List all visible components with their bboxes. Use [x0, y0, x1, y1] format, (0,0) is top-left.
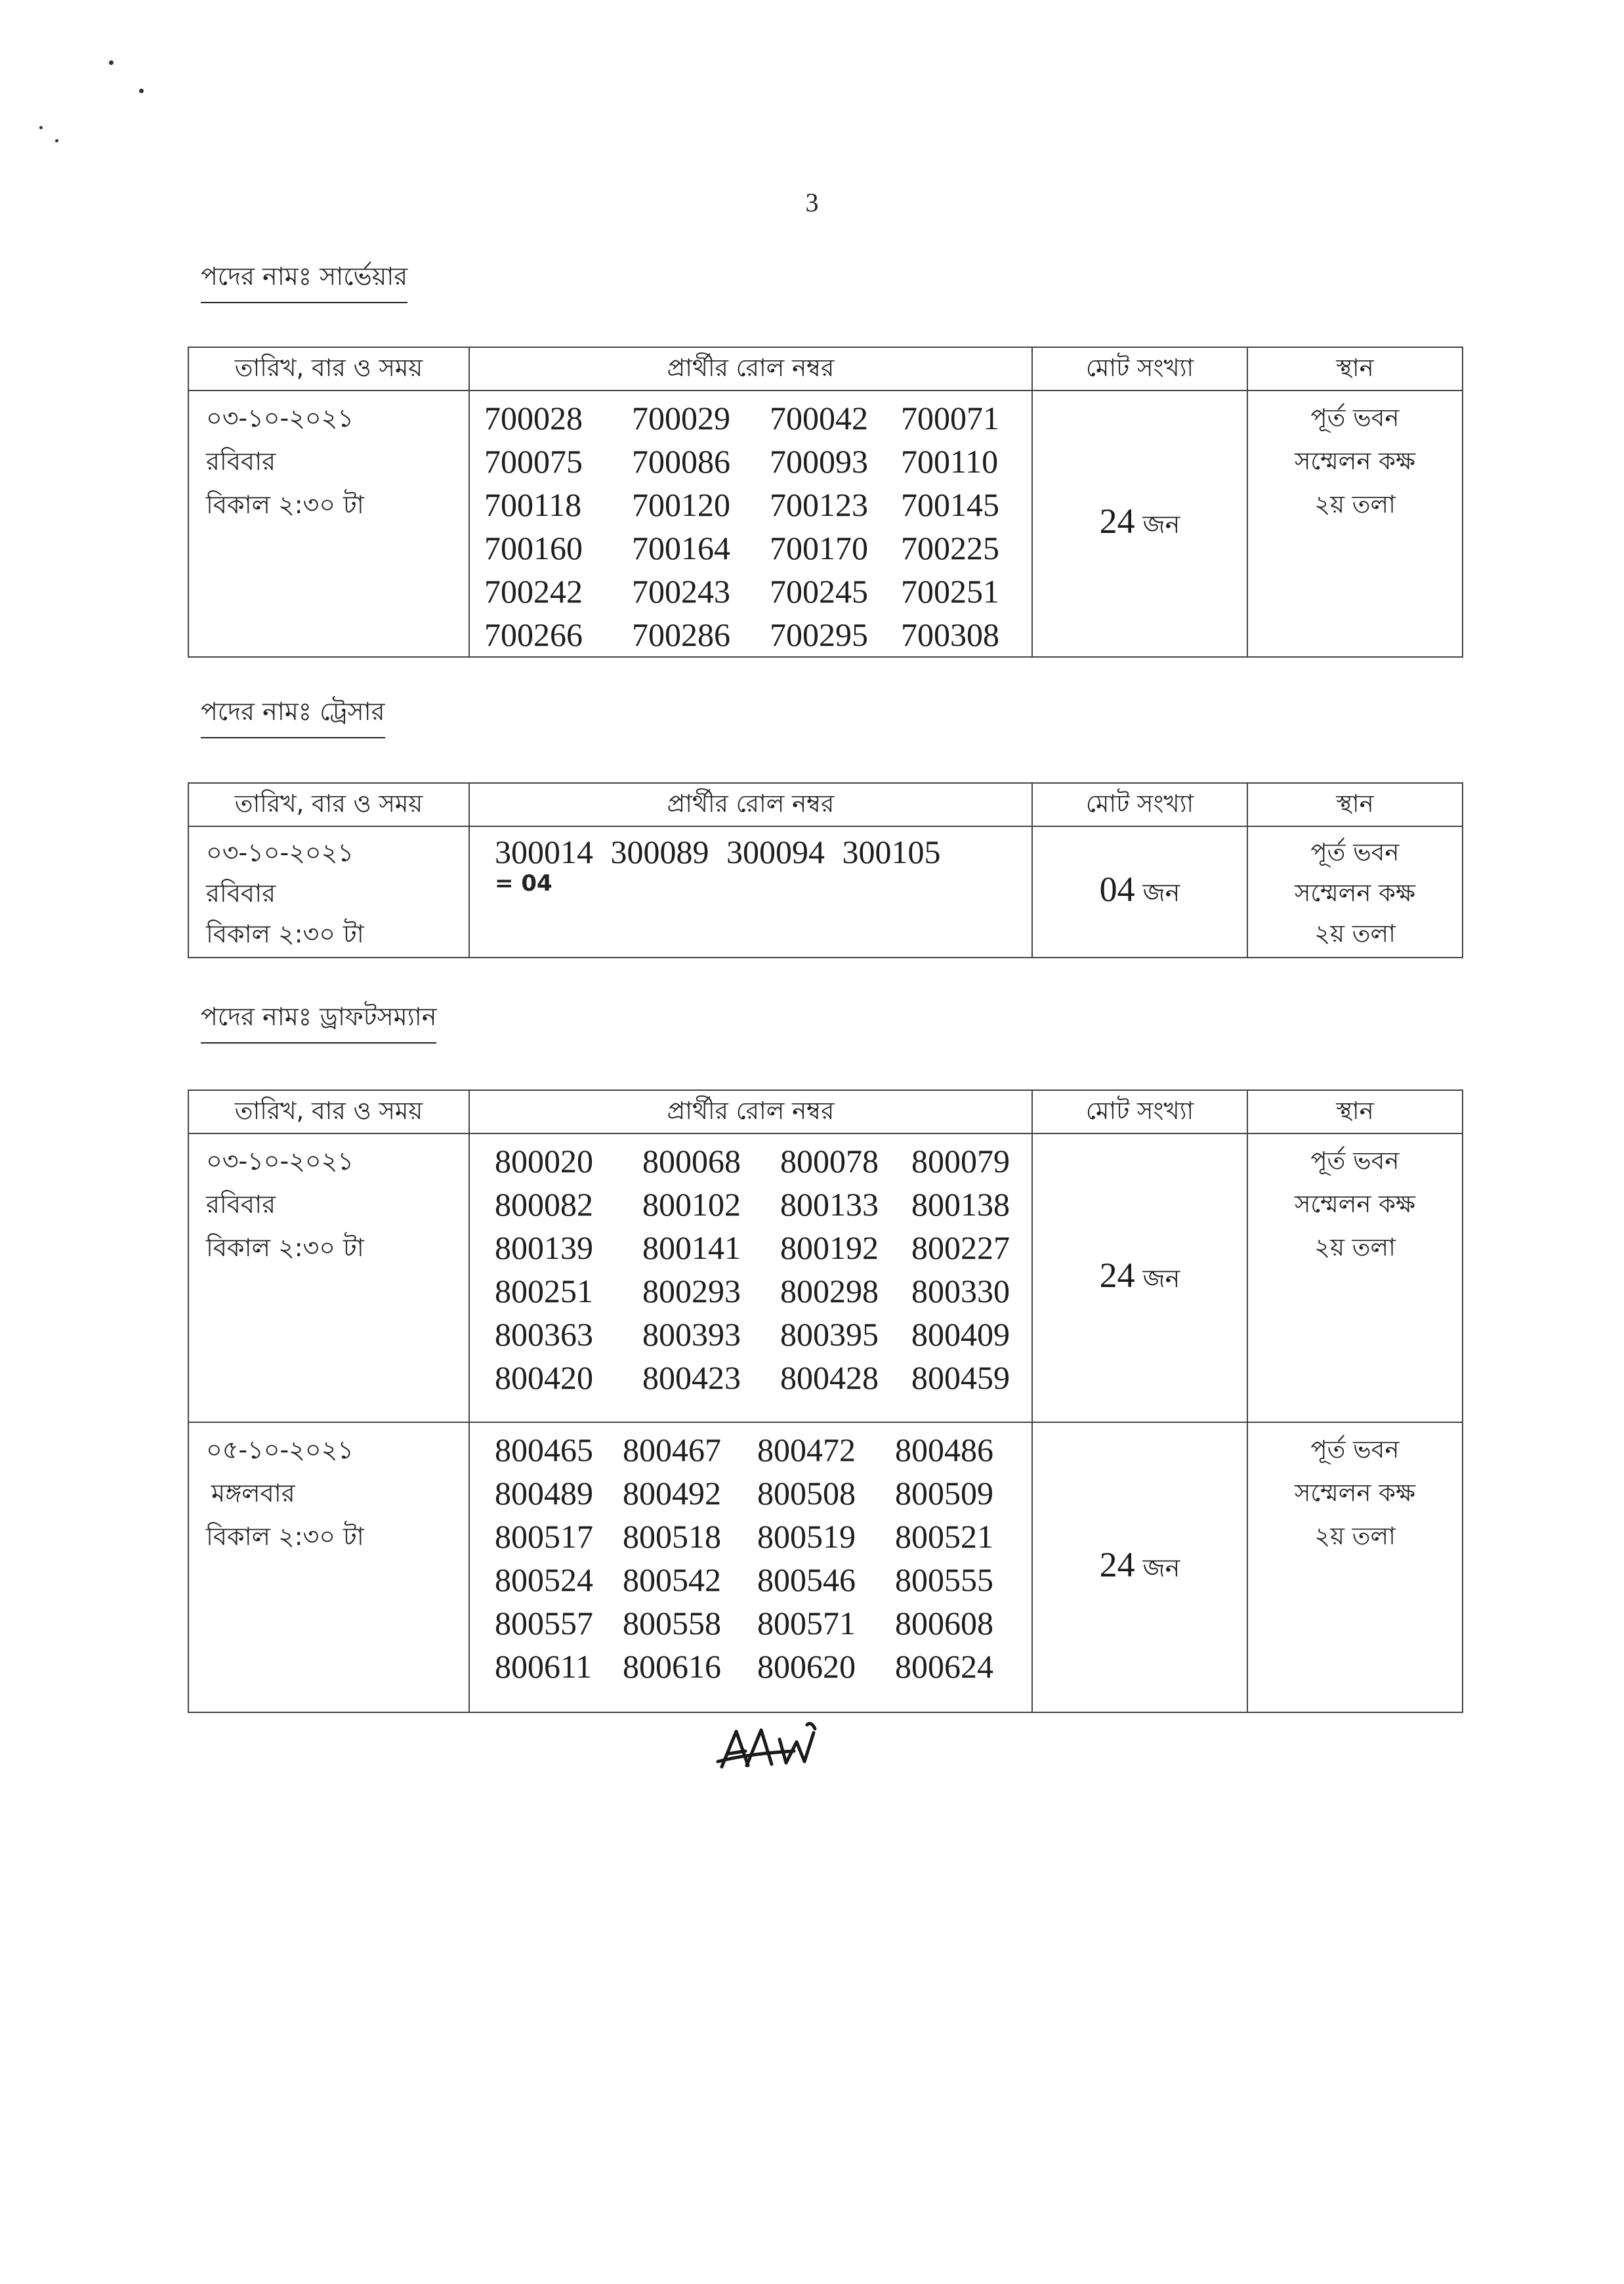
roll-number: 800542	[623, 1561, 721, 1598]
venue-building: পূর্ত ভবন	[1310, 404, 1400, 432]
venue-building: পূর্ত ভবন	[1310, 1435, 1400, 1464]
date-day-time-cell	[188, 826, 469, 958]
roll-number: 800139	[495, 1229, 593, 1266]
date-day-time-cell	[188, 1133, 469, 1422]
roll-count-note: = 04	[495, 870, 552, 897]
roll-numbers-cell	[469, 1133, 1032, 1422]
header-roll-numbers: প্রার্থীর রোল নম্বর	[469, 783, 1032, 826]
roll-number: 800557	[495, 1605, 593, 1641]
roll-number: 800102	[642, 1186, 741, 1223]
header-total-count: মোট সংখ্যা	[1032, 347, 1247, 391]
roll-number: 800141	[642, 1229, 741, 1266]
roll-number: 800420	[495, 1359, 593, 1396]
exam-time: বিকাল ২:৩০ টা	[206, 490, 364, 519]
header-venue: স্থান	[1247, 783, 1463, 826]
roll-numbers-cell	[469, 391, 1032, 657]
roll-number: 800472	[757, 1431, 856, 1468]
total-count-value: 24	[1099, 1255, 1135, 1295]
roll-number: 700123	[770, 486, 868, 523]
schedule-table-tracer	[188, 782, 1463, 958]
table-row	[188, 391, 1463, 657]
roll-number: 800020	[495, 1143, 593, 1179]
venue-room: সম্মেলন কক্ষ	[1294, 447, 1416, 475]
venue-cell	[1247, 826, 1463, 958]
venue-floor: ২য় তলা	[1314, 920, 1396, 948]
roll-number-line: 300014 300089 300094 300105	[495, 834, 941, 870]
roll-number: 800524	[495, 1561, 593, 1598]
roll-number: 800298	[780, 1273, 879, 1309]
roll-number: 800518	[623, 1518, 721, 1555]
roll-number: 800078	[780, 1143, 879, 1179]
roll-number: 800620	[757, 1648, 856, 1685]
total-count-value: 24	[1099, 501, 1135, 541]
roll-number: 700243	[632, 573, 730, 610]
roll-number: 800330	[911, 1273, 1010, 1309]
roll-number: 700071	[901, 400, 999, 436]
roll-number: 700120	[632, 486, 730, 523]
roll-number: 800519	[757, 1518, 856, 1555]
table-row	[188, 826, 1463, 958]
header-total-count: মোট সংখ্যা	[1032, 1090, 1247, 1133]
roll-number: 800409	[911, 1316, 1010, 1353]
roll-number: 800624	[895, 1648, 993, 1685]
exam-day: রবিবার	[206, 1190, 276, 1219]
roll-number: 800293	[642, 1273, 741, 1309]
section-title-draftsman: পদের নামঃ ড্রাফটসম্যান	[201, 998, 436, 1044]
exam-time: বিকাল ২:৩০ টা	[206, 1233, 364, 1262]
roll-number: 800521	[895, 1518, 993, 1555]
exam-day: মঙ্গলবার	[211, 1479, 295, 1508]
roll-number: 700118	[484, 486, 582, 523]
roll-number: 700145	[901, 486, 999, 523]
header-date-day-time: তারিখ, বার ও সময়	[188, 347, 469, 391]
header-roll-numbers: প্রার্থীর রোল নম্বর	[469, 1090, 1032, 1133]
total-count-cell	[1032, 1133, 1247, 1422]
roll-number: 700028	[484, 400, 583, 436]
total-count-unit: জন	[1142, 878, 1180, 907]
total-count-cell	[1032, 826, 1247, 958]
roll-number: 800395	[780, 1316, 879, 1353]
venue-cell	[1247, 1133, 1463, 1422]
roll-number: 700086	[632, 443, 730, 480]
roll-number: 800508	[757, 1475, 856, 1512]
roll-number: 700251	[901, 573, 999, 610]
roll-number: 800393	[642, 1316, 741, 1353]
header-date-day-time: তারিখ, বার ও সময়	[188, 1090, 469, 1133]
total-count-unit: জন	[1142, 1263, 1180, 1293]
schedule-table-surveyor	[188, 347, 1463, 658]
roll-number: 800428	[780, 1359, 879, 1396]
date-day-time-cell	[188, 1422, 469, 1712]
roll-number: 800423	[642, 1359, 741, 1396]
roll-number: 700164	[632, 530, 730, 566]
roll-number: 700242	[484, 573, 583, 610]
roll-number: 800459	[911, 1359, 1010, 1396]
roll-number: 700225	[901, 530, 999, 566]
date-day-time-cell	[188, 391, 469, 657]
roll-numbers-cell	[469, 1422, 1032, 1712]
total-count-unit: জন	[1142, 1553, 1180, 1582]
header-venue: স্থান	[1247, 347, 1463, 391]
exam-time: বিকাল ২:৩০ টা	[206, 920, 364, 948]
exam-date: ০৩-১০-২০২১	[206, 1147, 354, 1175]
scan-speck	[139, 89, 144, 93]
exam-date: ০৩-১০-২০২১	[206, 838, 354, 867]
total-count-value: 04	[1099, 869, 1135, 909]
roll-number: 700170	[770, 530, 868, 566]
venue-floor: ২য় তলা	[1314, 1522, 1396, 1550]
venue-building: পূর্ত ভবন	[1310, 838, 1400, 866]
roll-number: 700110	[901, 443, 999, 480]
section-title-surveyor: পদের নামঃ সার্ভেয়ার	[201, 257, 407, 303]
roll-number: 800571	[757, 1605, 856, 1641]
roll-number: 800467	[623, 1431, 721, 1468]
roll-number: 800227	[911, 1229, 1010, 1266]
venue-cell	[1247, 391, 1463, 657]
venue-room: সম্মেলন কক্ষ	[1294, 1479, 1416, 1507]
roll-number-grid	[470, 1423, 1031, 1688]
roll-numbers-cell	[469, 826, 1032, 958]
roll-number: 800611	[495, 1648, 593, 1685]
venue-floor: ২য় তলা	[1314, 490, 1396, 518]
roll-number: 800509	[895, 1475, 993, 1512]
header-venue: স্থান	[1247, 1090, 1463, 1133]
scan-speck	[109, 60, 114, 65]
roll-number: 700245	[770, 573, 868, 610]
roll-number: 800133	[780, 1186, 879, 1223]
exam-day: রবিবার	[206, 447, 276, 476]
roll-number: 800489	[495, 1475, 593, 1512]
roll-number: 800068	[642, 1143, 741, 1179]
roll-number: 700286	[632, 616, 730, 653]
roll-number: 800546	[757, 1561, 856, 1598]
scan-speck	[55, 139, 58, 142]
venue-floor: ২য় তলা	[1314, 1233, 1396, 1261]
roll-number: 700042	[770, 400, 868, 436]
total-count-cell	[1032, 1422, 1247, 1712]
total-count-value: 24	[1099, 1544, 1135, 1584]
total-count-unit: জন	[1142, 509, 1180, 539]
roll-number: 700266	[484, 616, 583, 653]
header-date-day-time: তারিখ, বার ও সময়	[188, 783, 469, 826]
page-number: 3	[805, 188, 819, 217]
roll-number: 800082	[495, 1186, 593, 1223]
header-total-count: মোট সংখ্যা	[1032, 783, 1247, 826]
roll-number: 800486	[895, 1431, 993, 1468]
table-row	[188, 1422, 1463, 1712]
roll-number: 700075	[484, 443, 583, 480]
table-header-row	[188, 347, 1463, 391]
roll-number: 800517	[495, 1518, 593, 1555]
roll-number: 800363	[495, 1316, 593, 1353]
venue-building: পূর্ত ভবন	[1310, 1147, 1400, 1175]
roll-number: 800555	[895, 1561, 993, 1598]
roll-number: 800192	[780, 1229, 879, 1266]
roll-number: 700308	[901, 616, 999, 653]
exam-time: বিকাল ২:৩০ টা	[206, 1522, 364, 1551]
signature	[715, 1713, 833, 1779]
section-title-tracer: পদের নামঃ ট্রেসার	[201, 692, 385, 738]
roll-number: 800079	[911, 1143, 1010, 1179]
header-roll-numbers: প্রার্থীর রোল নম্বর	[469, 347, 1032, 391]
venue-room: সম্মেলন কক্ষ	[1294, 879, 1416, 907]
roll-number: 700160	[484, 530, 583, 566]
roll-number-grid	[470, 1134, 1031, 1399]
total-count-cell	[1032, 391, 1247, 657]
roll-number: 700295	[770, 616, 868, 653]
roll-number: 800251	[495, 1273, 593, 1309]
roll-number: 800616	[623, 1648, 721, 1685]
schedule-table-draftsman	[188, 1089, 1463, 1713]
scan-speck	[39, 126, 43, 129]
table-header-row	[188, 1090, 1463, 1133]
table-row	[188, 1133, 1463, 1422]
roll-number: 800608	[895, 1605, 993, 1641]
roll-number: 700093	[770, 443, 868, 480]
exam-day: রবিবার	[206, 879, 276, 908]
table-header-row	[188, 783, 1463, 826]
roll-number: 800492	[623, 1475, 721, 1512]
venue-cell	[1247, 1422, 1463, 1712]
roll-number: 800558	[623, 1605, 721, 1641]
roll-number-grid	[470, 391, 1031, 656]
exam-date: ০৫-১০-২০২১	[206, 1435, 354, 1464]
roll-number: 700029	[632, 400, 730, 436]
roll-number: 800138	[911, 1186, 1010, 1223]
venue-room: সম্মেলন কক্ষ	[1294, 1190, 1416, 1218]
exam-date: ০৩-১০-২০২১	[206, 404, 354, 433]
roll-number: 800465	[495, 1431, 593, 1468]
